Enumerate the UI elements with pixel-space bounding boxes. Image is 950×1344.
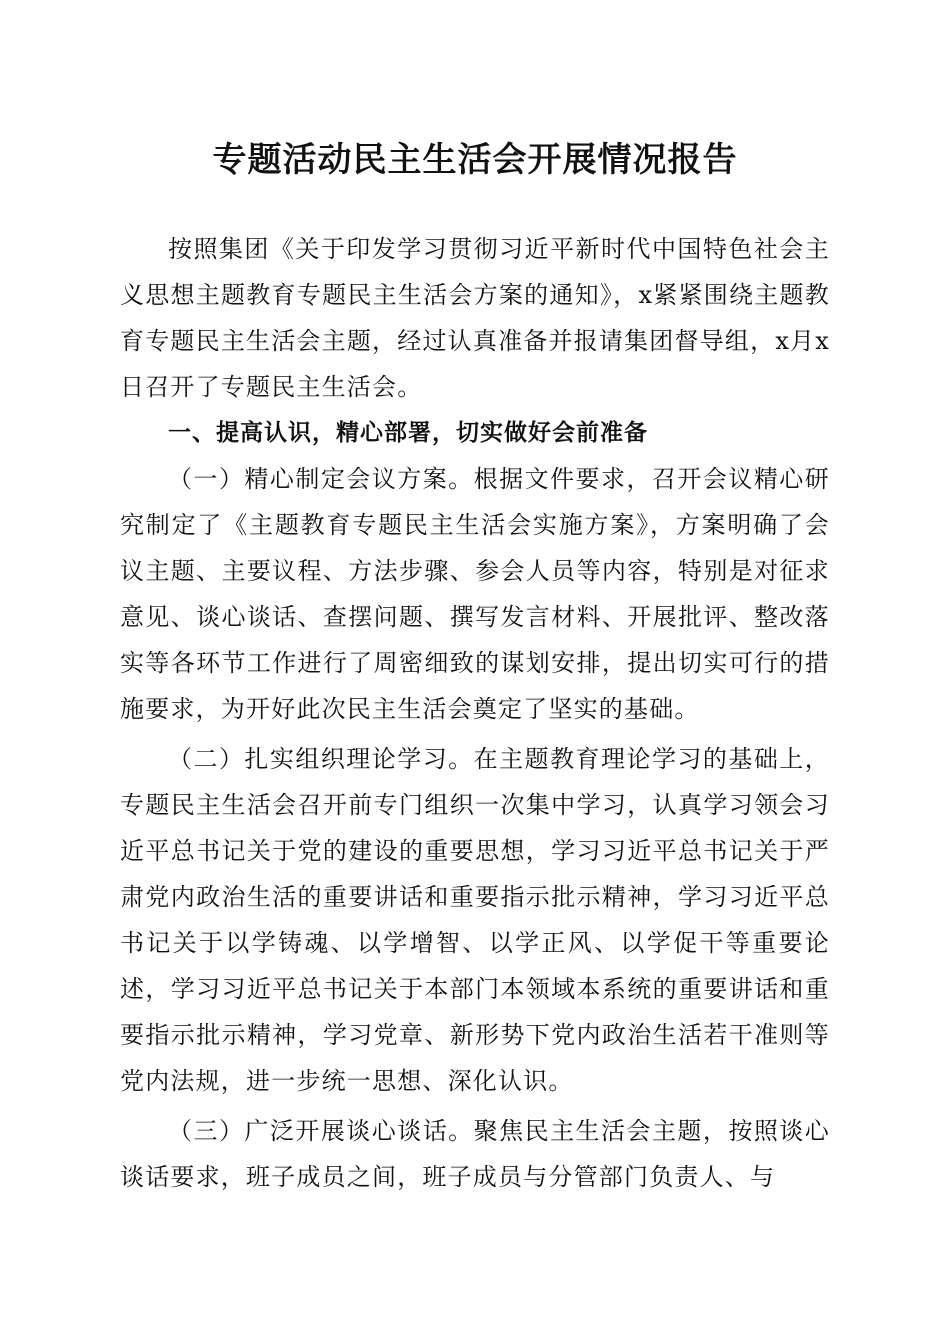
intro-paragraph: 按照集团《关于印发学习贯彻习近平新时代中国特色社会主义思想主题教育专题民主生活会方案的通知》，x紧紧围绕主题教育专题民主生活会主题，经过认真准备并报请集团督导组，x月x日召开了专题民主生活会。 xyxy=(120,235,830,401)
section-heading-1: 一、提高认识，精心部署，切实做好会前准备 xyxy=(168,420,648,446)
document-body xyxy=(120,226,830,1200)
subsection-paragraph-1 xyxy=(120,456,830,732)
subsection-text-2: 在主题教育理论学习的基础上，专题民主生活会召开前专门组织一次集中学习，认真学习领会习近平总书记关于党的建设的重要思想，学习习近平总书记关于严肃党内政治生活的重要讲话和重要指示批示精神，学习习近平总书记关于以学铸魂、以学增智、以学正风、以学促干等重要论述，学习习近平总书记关于本部门本领域本系统的重要讲话和重要指示批示精神，学习党章、新形势下党内政治生活若干准则等党内法规，进一步统一思想、深化认识。 xyxy=(120,745,830,1095)
subsection-text-3: 聚焦民主生活会主题，按照谈心谈话要求，班子成员之间，班子成员与分管部门负责人、与 xyxy=(120,1117,830,1191)
subsection-lead-3: （三）广泛开展谈心谈话。 xyxy=(168,1117,474,1145)
subsection-paragraph-2 xyxy=(120,736,830,1104)
document-title: 专题活动民主生活会开展情况报告 xyxy=(212,140,738,180)
subsection-lead-2: （二）扎实组织理论学习。 xyxy=(168,745,474,773)
subsection-text-1: 根据文件要求，召开会议精心研究制定了《主题教育专题民主生活会实施方案》，方案明确了会议主题、主要议程、方法步骤、参会人员等内容，特别是对征求意见、谈心谈话、查摆问题、撰写发言材料、开展批评、整改落实等各环节工作进行了周密细致的谋划安排，提出切实可行的措施要求，为开好此次民主生活会奠定了坚实的基础。 xyxy=(120,465,830,723)
subsection-paragraph-3 xyxy=(120,1108,830,1200)
subsection-lead-1: （一）精心制定会议方案。 xyxy=(168,465,474,493)
